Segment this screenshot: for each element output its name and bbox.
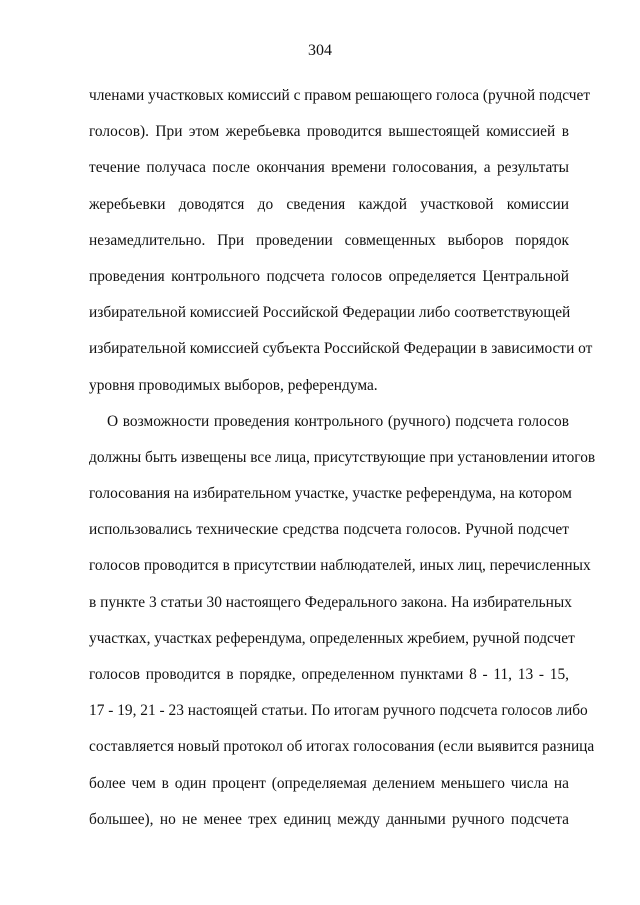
document-body bbox=[89, 78, 596, 838]
text-line: голосования на избирательном участке, участке референдума, на котором bbox=[89, 485, 572, 503]
text-line: участках, участках референдума, определенных жребием, ручной подсчет bbox=[89, 629, 575, 647]
text-line: незамедлительно. При проведении совмещенных выборов порядок bbox=[89, 231, 569, 249]
text-line: в пункте 3 статьи 30 настоящего Федерального закона. На избирательных bbox=[89, 593, 572, 611]
text-line: избирательной комиссией субъекта Российской Федерации в зависимости от bbox=[89, 340, 593, 358]
text-line: течение получаса после окончания времени голосования, а результаты bbox=[89, 159, 569, 177]
text-line: О возможности проведения контрольного (ручного) подсчета голосов bbox=[107, 412, 569, 430]
page-number: 304 bbox=[308, 42, 332, 59]
text-line: использовались технические средства подсчета голосов. Ручной подсчет bbox=[89, 521, 569, 539]
text-line: большее), но не менее трех единиц между данными ручного подсчета bbox=[89, 810, 569, 828]
text-line: 17 - 19, 21 - 23 настоящей статьи. По итогам ручного подсчета голосов либо bbox=[89, 702, 588, 720]
text-line: голосов). При этом жеребьевка проводится вышестоящей комиссией в bbox=[89, 123, 569, 141]
text-line: составляется новый протокол об итогах голосования (если выявится разница bbox=[89, 738, 595, 756]
text-line: должны быть извещены все лица, присутствующие при установлении итогов bbox=[89, 448, 596, 466]
text-line: голосов проводится в присутствии наблюдателей, иных лиц, перечисленных bbox=[89, 557, 591, 575]
text-line: уровня проводимых выборов, референдума. bbox=[89, 376, 378, 394]
text-line: голосов проводится в порядке, определенном пунктами 8 - 11, 13 - 15, bbox=[89, 666, 569, 683]
text-line: более чем в один процент (определяемая делением меньшего числа на bbox=[89, 774, 569, 792]
text-line: проведения контрольного подсчета голосов определяется Центральной bbox=[89, 267, 569, 285]
text-line: членами участковых комиссий с правом решающего голоса (ручной подсчет bbox=[89, 87, 591, 104]
text-line: избирательной комиссией Российской Федерации либо соответствующей bbox=[89, 304, 571, 322]
text-line: жеребьевки доводятся до сведения каждой участковой комиссии bbox=[89, 195, 569, 213]
